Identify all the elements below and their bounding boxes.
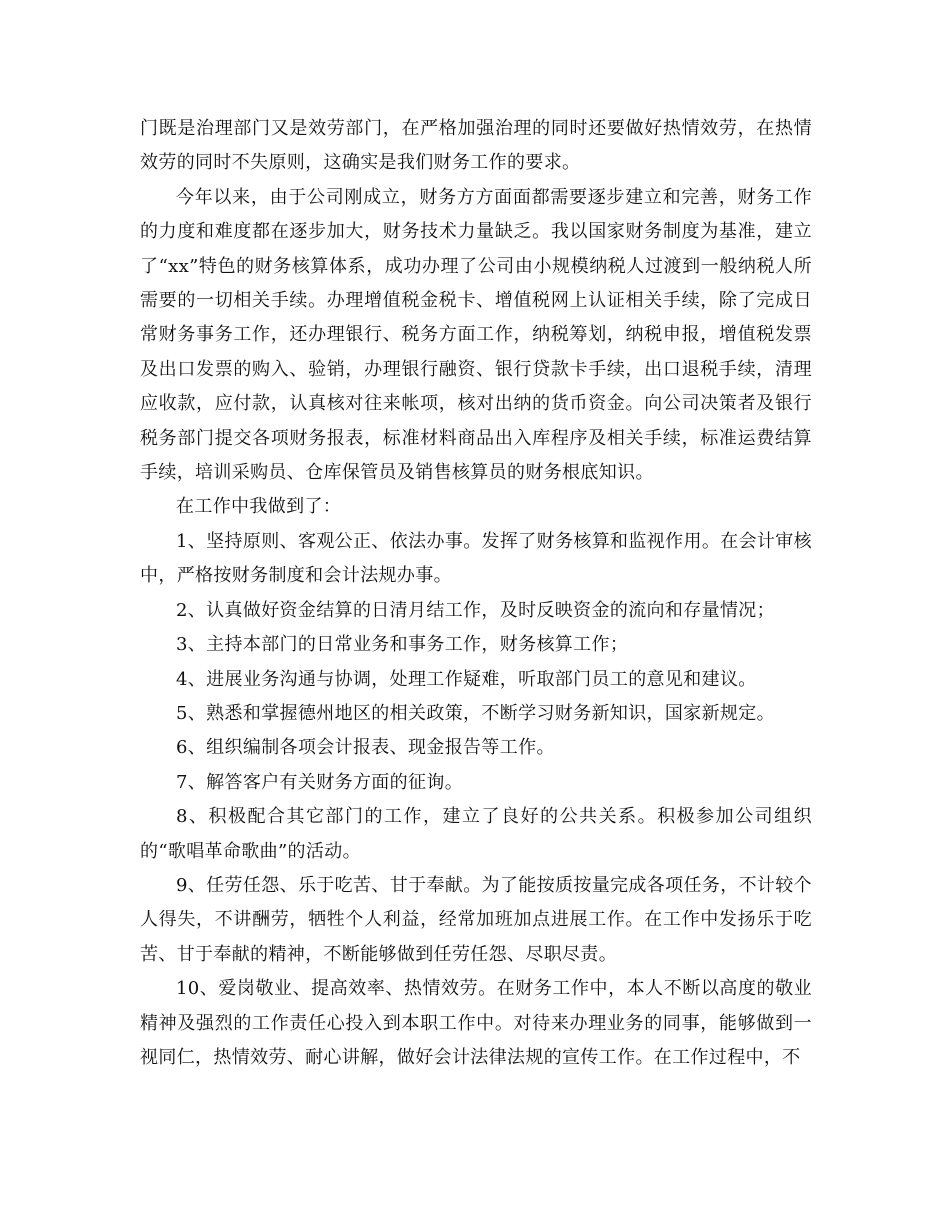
list-item-5: 5、熟悉和掌握德州地区的相关政策，不断学习财务新知识，国家新规定。 xyxy=(176,702,775,724)
list-item-4: 4、进展业务沟通与协调，处理工作疑难，听取部门员工的意见和建议。 xyxy=(176,668,757,690)
document-body xyxy=(140,112,812,1075)
paragraph-1: 今年以来，由于公司刚成立，财务方方面面都需要逐步建立和完善，财务工作的力度和难度都在逐步加大，财务技术力量缺乏。我以国家财务制度为基准，建立了“xx”特色的财务核算体系，成功办理了公司由小规模纳税人过渡到一般纳税人所需要的一切相关手续。办理增值税金税卡、增值税网上认证相关手续，除了完成日常财务事务工作，还办理银行、税务方面工作，纳税筹划，纳税申报，增值税发票及出口发票的购入、验销，办理银行融资、银行贷款卡手续，出口退税手续，清理应收款，应付款，认真核对往来帐项，核对出纳的货币资金。向公司决策者及银行税务部门提交各项财务报表，标准材料商品出入库程序及相关手续，标准运费结算手续，培训采购员、仓库保管员及销售核算员的财务根底知识。 xyxy=(140,186,812,484)
paragraph-0: 门既是治理部门又是效劳部门，在严格加强治理的同时还要做好热情效劳，在热情效劳的同时不失原则，这确实是我们财务工作的要求。 xyxy=(140,118,812,174)
list-item-2: 2、认真做好资金结算的日清月结工作，及时反映资金的流向和存量情况； xyxy=(176,599,775,621)
list-item-8: 8、积极配合其它部门的工作，建立了良好的公共关系。积极参加公司组织的“歌唱革命歌曲”的活动。 xyxy=(140,806,812,862)
list-item-1: 1、坚持原则、客观公正、依法办事。发挥了财务核算和监视作用。在会计审核中，严格按财务制度和会计法规办事。 xyxy=(140,530,812,587)
list-item-9: 9、任劳任怨、乐于吃苦、甘于奉献。为了能按质按量完成各项任务，不计较个人得失，不讲酬劳，牺牲个人利益，经常加班加点进展工作。在工作中发扬乐于吃苦、甘于奉献的精神，不断能够做到任劳任怨、尽职尽责。 xyxy=(140,874,812,965)
list-item-10: 10、爱岗敬业、提高效率、热情效劳。在财务工作中，本人不断以高度的敬业精神及强烈的工作责任心投入到本职工作中。对待来办理业务的同事，能够做到一视同仁，热情效劳、耐心讲解，做好会计法律法规的宣传工作。在工作过程中，不 xyxy=(140,978,812,1068)
paragraph-2: 在工作中我做到了： xyxy=(176,496,342,518)
list-item-6: 6、组织编制各项会计报表、现金报告等工作。 xyxy=(176,737,555,759)
list-item-3: 3、主持本部门的日常业务和事务工作，财务核算工作； xyxy=(176,634,629,656)
list-item-7: 7、解答客户有关财务方面的征询。 xyxy=(176,771,464,793)
